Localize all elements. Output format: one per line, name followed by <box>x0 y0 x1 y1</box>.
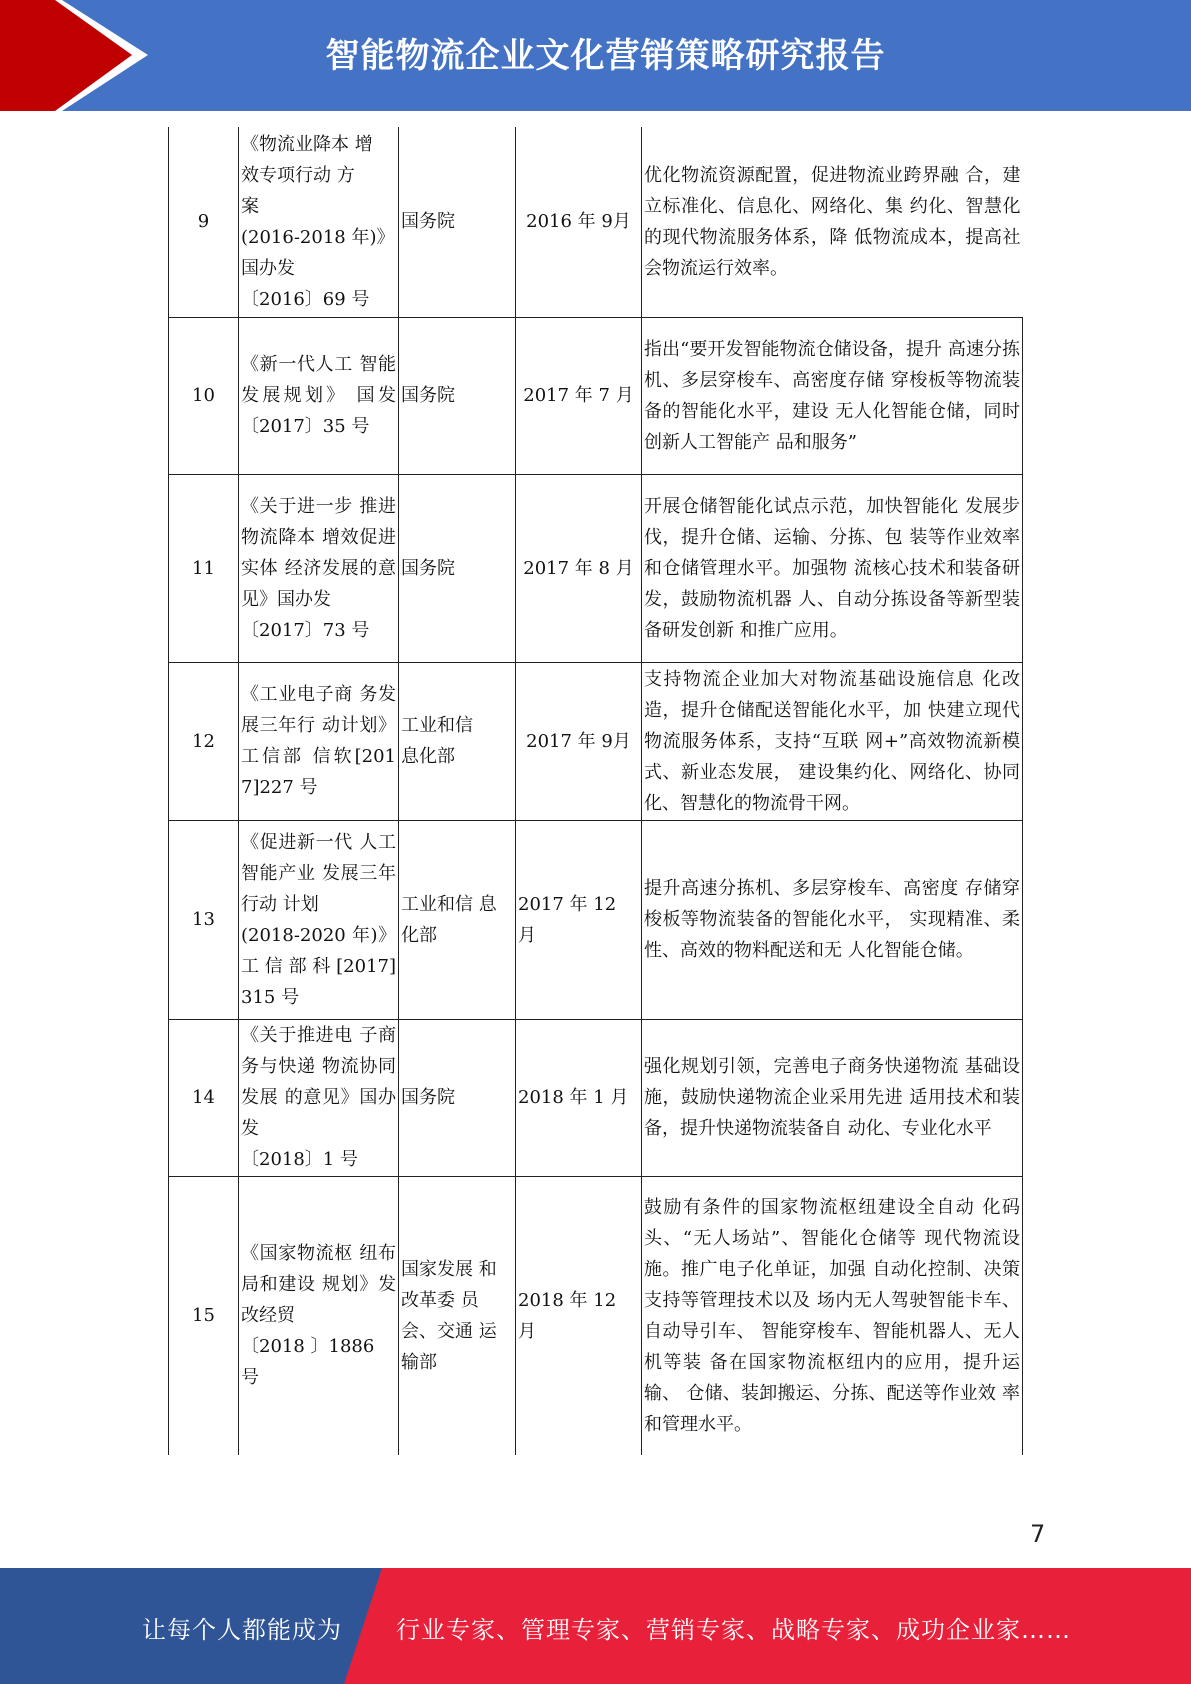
table-row <box>169 317 1023 474</box>
issue-date: 2017 年 9月 <box>516 662 642 820</box>
policy-title: 《促进新一代 人工智能产业 发展三年行动 计划 (2018-2020 年)》 工 信 部 科 [2017]315 号 <box>239 820 399 1019</box>
policy-description: 提升高速分拣机、多层穿梭车、高密度 存储穿梭板等物流装备的智能化水平， 实现精准、柔性、高效的物料配送和无 人化智能仓储。 <box>642 820 1023 1019</box>
issuing-department: 工业和信 息化部 <box>399 820 516 1019</box>
page-footer <box>0 1568 1191 1684</box>
policy-description: 开展仓储智能化试点示范，加快智能化 发展步伐，提升仓储、运输、分拣、包 装等作业效率和仓储管理水平。加强物 流核心技术和装备研发，鼓励物流机器 人、自动分拣设备等新型装备研发创新 和推广应用。 <box>642 474 1023 662</box>
issuing-department: 国务院 <box>399 317 516 474</box>
policy-description: 优化物流资源配置，促进物流业跨界融 合，建立标准化、信息化、网络化、集 约化、智慧化的现代物流服务体系，降 低物流成本，提高社会物流运行效率。 <box>642 127 1023 317</box>
table-row <box>169 474 1023 662</box>
footer-slogan-left: 让每个人都能成为 <box>142 1616 342 1644</box>
row-number: 15 <box>169 1176 239 1455</box>
row-number: 9 <box>169 127 239 317</box>
policy-title: 《工业电子商 务发展三年行 动计划》工信部 信软[2017]227 号 <box>239 662 399 820</box>
footer-slogan-right: 行业专家、管理专家、营销专家、战略专家、成功企业家…… <box>396 1616 1071 1644</box>
issue-date: 2017 年 12 月 <box>516 820 642 1019</box>
policy-description: 指出“要开发智能物流仓储设备，提升 高速分拣机、多层穿梭车、高密度存储 穿梭板等物流装备的智能化水平，建设 无人化智能仓储，同时创新人工智能产 品和服务” <box>642 317 1023 474</box>
table-row <box>169 1176 1023 1455</box>
policy-description: 强化规划引领，完善电子商务快递物流 基础设施，鼓励快递物流企业采用先进 适用技术和装备，提升快递物流装备自 动化、专业化水平 <box>642 1019 1023 1176</box>
issue-date: 2018 年 12 月 <box>516 1176 642 1455</box>
policy-title: 《国家物流枢 纽布局和建设 规划》发改经贸 〔2018 〕1886 号 <box>239 1176 399 1455</box>
row-number: 13 <box>169 820 239 1019</box>
row-number: 10 <box>169 317 239 474</box>
policy-title: 《物流业降本 增 效专项行动 方 案 (2016-2018 年)》 国办发 〔2016〕69 号 <box>239 127 399 317</box>
table-row <box>169 662 1023 820</box>
row-number: 12 <box>169 662 239 820</box>
table-row <box>169 127 1023 317</box>
policy-title: 《关于进一步 推进物流降本 增效促进实体 经济发展的意 见》国办发 〔2017〕73 号 <box>239 474 399 662</box>
issuing-department: 国务院 <box>399 1019 516 1176</box>
policy-table-container <box>168 127 1022 1455</box>
issuing-department: 国务院 <box>399 127 516 317</box>
table-row <box>169 1019 1023 1176</box>
page-number: 7 <box>1030 1520 1046 1548</box>
policy-description: 鼓励有条件的国家物流枢纽建设全自动 化码头、“无人场站”、智能化仓储等 现代物流设施。推广电子化单证，加强 自动化控制、决策支持等管理技术以及 场内无人驾驶智能卡车、自动导引车、 智能穿梭车、智能机器人、无人机等装 备在国家物流枢纽内的应用，提升运输、 仓储、装卸搬运、分拣、配送等作业效 率和管理水平。 <box>642 1176 1023 1455</box>
report-title: 智能物流企业文化营销策略研究报告 <box>325 36 886 76</box>
page-header <box>0 0 1191 111</box>
issue-date: 2017 年 7 月 <box>516 317 642 474</box>
issuing-department: 工业和信 息化部 <box>399 662 516 820</box>
table-row <box>169 820 1023 1019</box>
issuing-department: 国务院 <box>399 474 516 662</box>
policy-title: 《新一代人工 智能发展规划》 国发〔2017〕35 号 <box>239 317 399 474</box>
issue-date: 2017 年 8 月 <box>516 474 642 662</box>
issue-date: 2016 年 9月 <box>516 127 642 317</box>
issuing-department: 国家发展 和改革委 员会、交通 运输部 <box>399 1176 516 1455</box>
row-number: 11 <box>169 474 239 662</box>
row-number: 14 <box>169 1019 239 1176</box>
policy-description: 支持物流企业加大对物流基础设施信息 化改造，提升仓储配送智能化水平，加 快建立现代物流服务体系，支持“互联 网+”高效物流新模式、新业态发展， 建设集约化、网络化、协同化、智慧化的物流骨干网。 <box>642 662 1023 820</box>
issue-date: 2018 年 1 月 <box>516 1019 642 1176</box>
policy-table <box>168 127 1023 1455</box>
policy-title: 《关于推进电 子商务与快递 物流协同发展 的意见》国办发 〔2018〕1 号 <box>239 1019 399 1176</box>
